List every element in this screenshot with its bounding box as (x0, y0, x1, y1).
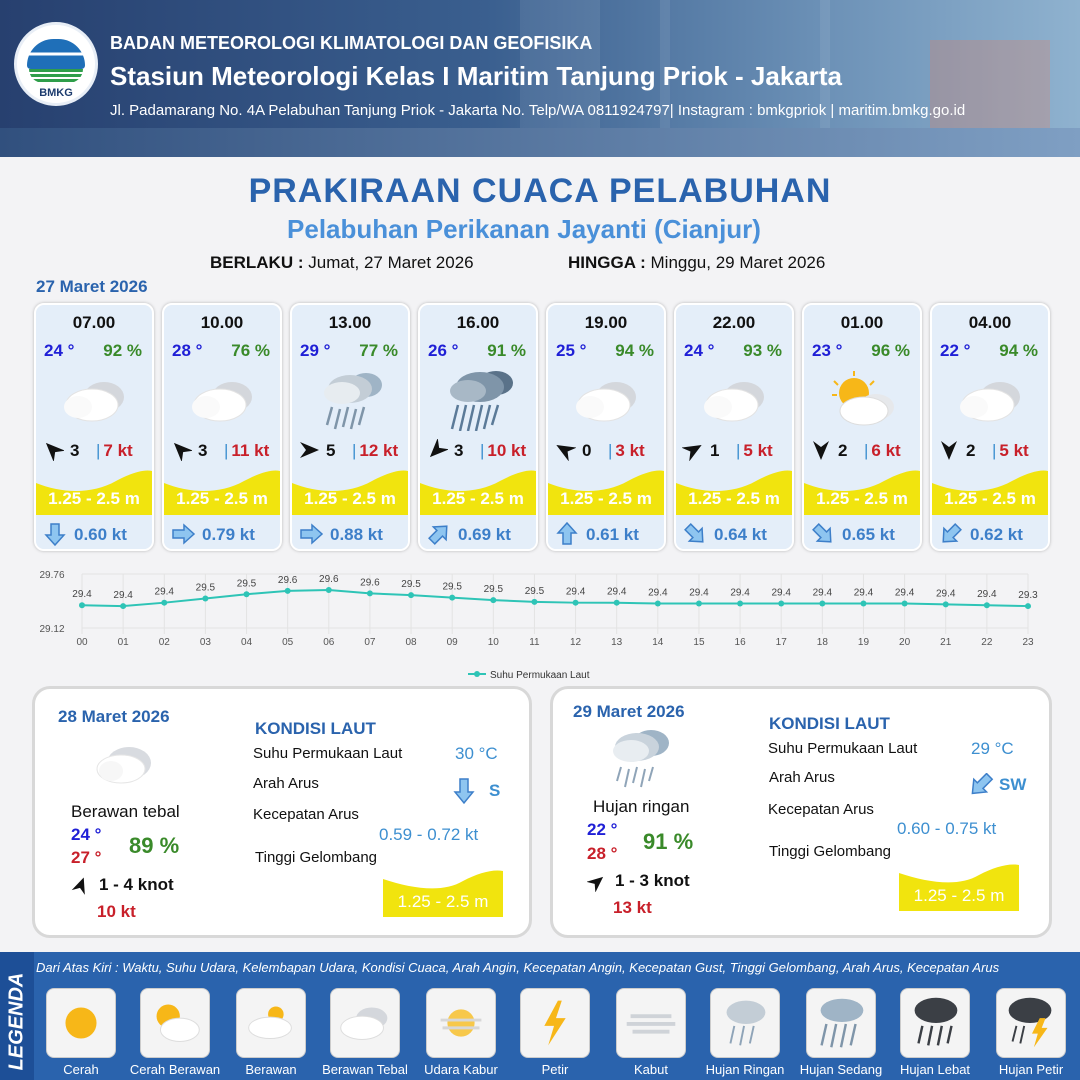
forecast-card (930, 303, 1050, 551)
chart-data-point (449, 595, 455, 601)
day2-panel (32, 686, 532, 938)
day2-wave: 1.25 - 2.5 m (397, 892, 489, 911)
chart-data-label: 29.4 (771, 587, 791, 599)
day2-wave-label: Tinggi Gelombang (255, 849, 378, 866)
udara-kabur-icon (427, 989, 495, 1057)
legend-icon-berawan-tebal (330, 988, 400, 1058)
legend-label: Cerah (63, 1062, 99, 1077)
chart-data-point (943, 601, 949, 607)
chart-xtick-label: 21 (940, 637, 952, 648)
card-wave-height: 1.25 - 2.5 m (944, 489, 1036, 508)
berawan-tebal-icon (694, 367, 776, 431)
chart-data-label: 29.5 (236, 578, 257, 590)
cerah-icon (47, 989, 115, 1057)
chart-data-point (778, 601, 784, 607)
legend-icon-hujan-ringan (710, 988, 780, 1058)
card-wind-speed: 0 (582, 441, 592, 460)
chart-xtick-label: 06 (323, 637, 335, 648)
chart-data-point (202, 595, 208, 601)
berawan-icon (237, 989, 305, 1057)
card-time: 04.00 (968, 313, 1012, 332)
wind-direction-icon (426, 439, 448, 461)
legend-side (0, 952, 34, 1080)
card-gust (992, 441, 1032, 461)
card-wave-height: 1.25 - 2.5 m (560, 489, 652, 508)
chart-xtick-label: 07 (364, 637, 376, 648)
day3-temp-min: 22 ° (587, 820, 618, 839)
chart-data-point (367, 590, 373, 596)
card-current (932, 515, 1048, 551)
legend-label: Berawan Tebal (322, 1062, 408, 1077)
current-direction-icon (170, 521, 196, 547)
card-current (36, 515, 152, 551)
card-current (804, 515, 920, 551)
current-direction-icon (426, 521, 452, 547)
card-wave-height: 1.25 - 2.5 m (816, 489, 908, 508)
day3-wave-label: Tinggi Gelombang (769, 843, 892, 860)
card-gust-value: 5 kt (743, 441, 773, 460)
chart-data-label: 29.4 (812, 587, 833, 599)
wind-direction-icon (71, 875, 91, 895)
station-address: Jl. Padamarang No. 4A Pelabuhan Tanjung Priok - Jakarta No. Telp/WA 0811924797| Instagram : bmkgpriok | maritim.bmkg.go.id (110, 102, 966, 119)
kabut-icon (617, 989, 685, 1057)
wind-direction-icon (554, 439, 576, 461)
day2-date: 28 Maret 2026 (58, 707, 170, 726)
day2-sst-label: Suhu Permukaan Laut (253, 745, 403, 762)
chart-xtick-label: 15 (693, 637, 705, 648)
gust-separator: | (864, 441, 869, 460)
card-gust-value: 6 kt (871, 441, 901, 460)
card-temperature: 22 ° (940, 341, 971, 360)
card-current-speed: 0.88 kt (330, 525, 383, 544)
legend-icon-hujan-sedang (806, 988, 876, 1058)
chart-data-label: 29.6 (319, 574, 339, 586)
card-temperature: 24 ° (684, 341, 715, 360)
chart-data-label: 29.4 (154, 586, 174, 598)
forecast-card (418, 303, 538, 551)
chart-xtick-label: 14 (652, 637, 664, 648)
chart-data-label: 29.4 (648, 587, 668, 599)
chart-xtick-label: 22 (981, 637, 993, 648)
chart-data-label: 29.5 (195, 582, 216, 594)
valid-to-label: HINGGA : (568, 253, 646, 272)
card-current-speed: 0.69 kt (458, 525, 511, 544)
card-gust (608, 441, 648, 461)
wind-direction-icon (682, 439, 704, 461)
chart-data-point (737, 601, 743, 607)
gust-separator: | (736, 441, 741, 460)
card-wave-height: 1.25 - 2.5 m (432, 489, 524, 508)
chart-xtick-label: 08 (405, 637, 417, 648)
chart-data-point (244, 591, 250, 597)
current-direction-icon (810, 521, 836, 547)
chart-xtick-label: 10 (487, 637, 499, 648)
day2-cur-dir-label: Arah Arus (253, 775, 319, 792)
forecast-card (290, 303, 410, 551)
valid-to (568, 253, 825, 273)
chart-xtick-label: 01 (117, 637, 129, 648)
day2-sea-title: KONDISI LAUT (255, 719, 376, 738)
legend-label: Kabut (634, 1062, 668, 1077)
chart-data-point (614, 600, 620, 606)
page-title: PRAKIRAAN CUACA PELABUHAN (248, 172, 832, 210)
legend-icon-hujan-lebat (900, 988, 970, 1058)
wind-direction-icon (42, 439, 64, 461)
logo-green-icon (29, 69, 83, 83)
chart-xtick-label: 23 (1022, 637, 1034, 648)
card-gust-value: 10 kt (487, 441, 527, 460)
forecast-card (674, 303, 794, 551)
chart-data-point (696, 601, 702, 607)
chart-data-label: 29.4 (977, 589, 997, 601)
day3-gust: 13 kt (613, 898, 652, 917)
chart-ytick-label: 29.12 (39, 624, 65, 635)
chart-data-label: 29.4 (113, 590, 133, 602)
logo-arc-icon (27, 39, 85, 69)
chart-data-point (490, 597, 496, 603)
card-current-speed: 0.79 kt (202, 525, 255, 544)
chart-data-point (902, 601, 908, 607)
chart-data-point (161, 600, 167, 606)
card-temperature: 29 ° (300, 341, 331, 360)
card-current-speed: 0.62 kt (970, 525, 1023, 544)
chart-data-label: 29.5 (442, 581, 462, 593)
legend-label: Udara Kabur (424, 1062, 498, 1077)
chart-xtick-label: 18 (816, 637, 828, 648)
legend-icon-kabut (616, 988, 686, 1058)
card-current-speed: 0.61 kt (586, 525, 639, 544)
card-humidity: 94 % (999, 341, 1038, 360)
card-humidity: 91 % (487, 341, 526, 360)
day2-sst: 30 °C (455, 744, 498, 763)
legend-label: Hujan Ringan (705, 1062, 785, 1077)
wind-direction-icon (938, 439, 960, 461)
card-current (164, 515, 280, 551)
chart-data-label: 29.4 (894, 587, 915, 599)
wind-direction-icon (810, 439, 832, 461)
card-time: 19.00 (584, 313, 628, 332)
current-direction-icon (682, 521, 708, 547)
chart-data-point (120, 603, 126, 609)
gust-separator: | (224, 441, 229, 460)
card-wind-speed: 3 (70, 441, 80, 460)
day2-humidity: 89 % (129, 833, 180, 858)
day2-cur-spd: 0.59 - 0.72 kt (379, 825, 479, 844)
chart-data-label: 29.5 (524, 585, 545, 597)
chart-xtick-label: 20 (899, 637, 911, 648)
hujan-petir-icon (997, 989, 1065, 1057)
chart-xtick-label: 19 (857, 637, 870, 648)
cerah-berawan-icon (141, 989, 209, 1057)
chart-xtick-label: 11 (529, 637, 540, 648)
hujan-lebat-icon (901, 989, 969, 1057)
legend-title: LEGENDA (5, 972, 28, 1071)
day3-condition: Hujan ringan (593, 797, 690, 816)
card-temperature: 25 ° (556, 341, 587, 360)
card-gust-value: 12 kt (359, 441, 399, 460)
legend-icon-petir (520, 988, 590, 1058)
chart-data-label: 29.4 (565, 586, 586, 598)
wind-direction-icon (587, 872, 607, 892)
card-gust (736, 441, 776, 461)
card-current-speed: 0.60 kt (74, 525, 127, 544)
day2-temp-max: 27 ° (71, 848, 102, 867)
chart-xtick-label: 12 (570, 637, 582, 648)
chart-xtick-label: 16 (734, 637, 746, 648)
chart-xtick-label: 04 (240, 637, 253, 648)
chart-data-point (819, 601, 825, 607)
berawan-tebal-icon (566, 367, 648, 431)
card-gust (96, 441, 136, 461)
current-direction-icon (554, 521, 580, 547)
card-time: 10.00 (200, 313, 244, 332)
card-wind-speed: 3 (454, 441, 464, 460)
arrow-down-icon (453, 777, 475, 805)
chart-xtick-label: 17 (775, 637, 787, 648)
chart-legend-label: Suhu Permukaan Laut (490, 670, 590, 681)
card-wave-height: 1.25 - 2.5 m (688, 489, 780, 508)
card-wind-speed: 1 (710, 441, 720, 460)
card-humidity: 92 % (103, 341, 142, 360)
card-wind-speed: 2 (838, 441, 848, 460)
legend-icon-cerah (46, 988, 116, 1058)
card-humidity: 76 % (231, 341, 270, 360)
card-current (292, 515, 408, 551)
day3-temp-max: 28 ° (587, 844, 618, 863)
page-subtitle: Pelabuhan Perikanan Jayanti (Cianjur) (287, 214, 761, 244)
day3-panel (550, 686, 1052, 938)
legend-label: Hujan Petir (998, 1062, 1064, 1077)
card-gust-value: 11 kt (231, 441, 270, 460)
legend-icon-berawan (236, 988, 306, 1058)
legend-icon-hujan-petir (996, 988, 1066, 1058)
card-wave-height: 1.25 - 2.5 m (176, 489, 268, 508)
valid-from-value: Jumat, 27 Maret 2026 (308, 253, 474, 272)
day3-sst: 29 °C (971, 739, 1014, 758)
chart-xtick-label: 05 (282, 637, 294, 648)
day3-cur-spd-label: Kecepatan Arus (768, 801, 874, 818)
card-gust-value: 7 kt (103, 441, 133, 460)
card-humidity: 94 % (615, 341, 654, 360)
hujan-ringan-icon (607, 725, 679, 797)
chart-data-point (1025, 603, 1031, 609)
current-direction-icon (938, 521, 964, 547)
forecast-card (162, 303, 282, 551)
chart-data-point (408, 592, 414, 598)
day3-sst-label: Suhu Permukaan Laut (768, 740, 918, 757)
card-temperature: 28 ° (172, 341, 203, 360)
card-gust (864, 441, 904, 461)
valid-from (210, 253, 474, 273)
legend-label: Petir (541, 1062, 569, 1077)
hujan-sedang-icon (807, 989, 875, 1057)
chart-xtick-label: 09 (446, 637, 458, 648)
card-gust-value: 3 kt (615, 441, 645, 460)
berawan-tebal-icon (950, 367, 1032, 431)
legend-icon-udara-kabur (426, 988, 496, 1058)
petir-icon (521, 989, 589, 1057)
wind-direction-icon (298, 439, 320, 461)
chart-data-label: 29.3 (1018, 590, 1038, 602)
chart-data-point (984, 602, 990, 608)
card-humidity: 96 % (871, 341, 910, 360)
forecast-card (546, 303, 666, 551)
berawan-tebal-icon (331, 989, 399, 1057)
chart-data-label: 29.6 (277, 574, 298, 586)
day1-date: 27 Maret 2026 (36, 277, 148, 296)
chart-xtick-label: 02 (158, 637, 170, 648)
chart-xtick-label: 03 (199, 637, 211, 648)
chart-data-label: 29.4 (936, 588, 956, 600)
chart-data-label: 29.6 (360, 577, 380, 589)
legend-label: Hujan Lebat (899, 1062, 971, 1077)
card-temperature: 26 ° (428, 341, 459, 360)
wind-direction-icon (170, 439, 192, 461)
day2-temp-min: 24 ° (71, 825, 102, 844)
day2-wind: 1 - 4 knot (99, 875, 174, 894)
chart-data-label: 29.4 (730, 587, 750, 599)
card-current-speed: 0.64 kt (714, 525, 767, 544)
card-time: 13.00 (328, 313, 372, 332)
card-time: 22.00 (712, 313, 756, 332)
hujan-ringan-icon (711, 989, 779, 1057)
legend-label: Cerah Berawan (129, 1062, 221, 1077)
current-direction-icon (42, 521, 68, 547)
valid-from-label: BERLAKU : (210, 253, 304, 272)
day3-date: 29 Maret 2026 (573, 702, 685, 721)
gust-separator: | (96, 441, 101, 460)
chart-ytick-label: 29.76 (39, 570, 65, 581)
gust-separator: | (352, 441, 357, 460)
valid-to-value: Minggu, 29 Maret 2026 (650, 253, 826, 272)
chart-data-point (860, 601, 866, 607)
legend-label: Berawan (245, 1062, 297, 1077)
card-humidity: 77 % (359, 341, 398, 360)
chart-legend-marker (474, 671, 480, 677)
forecast-card (802, 303, 922, 551)
forecast-card (34, 303, 154, 551)
chart-data-point (655, 601, 661, 607)
card-gust (224, 441, 272, 461)
day2-condition: Berawan tebal (71, 802, 180, 821)
hujan-lebat-icon (438, 367, 520, 431)
chart-data-label: 29.4 (606, 586, 627, 598)
day3-sea-title: KONDISI LAUT (769, 714, 890, 733)
legend-description: Dari Atas Kiri : Waktu, Suhu Udara, Kelembapan Udara, Kondisi Cuaca, Arah Angin, Kecepatan Angin, Kecepatan Gust, Tinggi Gelombang, Arah Arus, Kecepatan Arus (36, 960, 1000, 975)
chart-data-point (79, 602, 85, 608)
card-wind-speed: 2 (966, 441, 976, 460)
chart-data-label: 29.4 (689, 587, 709, 599)
bmkg-logo (14, 22, 98, 106)
card-time: 16.00 (456, 313, 500, 332)
chart-xtick-label: 13 (611, 637, 623, 648)
gust-separator: | (480, 441, 485, 460)
card-temperature: 24 ° (44, 341, 75, 360)
card-wave-height: 1.25 - 2.5 m (48, 489, 140, 508)
day3-cur-dir-label: Arah Arus (769, 769, 835, 786)
day2-cur-spd-label: Kecepatan Arus (253, 806, 359, 823)
card-wave-height: 1.25 - 2.5 m (304, 489, 396, 508)
card-gust (480, 441, 529, 461)
sst-line-chart (30, 562, 1050, 687)
station-name: Stasiun Meteorologi Kelas I Maritim Tanjung Priok - Jakarta (110, 61, 843, 91)
logo-text: BMKG (39, 87, 73, 99)
day2-cur-dir: S (489, 781, 501, 800)
chart-data-label: 29.4 (72, 589, 92, 601)
day3-humidity: 91 % (643, 829, 694, 854)
berawan-tebal-icon (54, 367, 136, 431)
card-time: 01.00 (840, 313, 884, 332)
chart-data-point (573, 600, 579, 606)
legend-label: Hujan Sedang (799, 1062, 883, 1077)
current-direction-icon (298, 521, 324, 547)
card-current (548, 515, 664, 551)
chart-data-label: 29.5 (401, 579, 421, 591)
chart-data-point (326, 587, 332, 593)
chart-xtick-label: 00 (76, 637, 88, 648)
card-temperature: 23 ° (812, 341, 843, 360)
card-current-speed: 0.65 kt (842, 525, 895, 544)
card-time: 07.00 (72, 313, 116, 332)
day3-cur-spd: 0.60 - 0.75 kt (897, 819, 997, 838)
card-gust-value: 5 kt (999, 441, 1029, 460)
day3-wave: 1.25 - 2.5 m (913, 886, 1005, 905)
legend-icon-cerah-berawan (140, 988, 210, 1058)
berawan-tebal-icon (182, 367, 264, 431)
card-humidity: 93 % (743, 341, 782, 360)
card-gust (352, 441, 401, 461)
card-wind-speed: 5 (326, 441, 336, 460)
chart-data-label: 29.4 (853, 587, 874, 599)
chart-data-point (285, 588, 291, 594)
card-current (420, 515, 536, 551)
gust-separator: | (608, 441, 613, 460)
day3-cur-dir: SW (999, 775, 1027, 794)
arrow-down-left-icon (969, 773, 997, 801)
gust-separator: | (992, 441, 997, 460)
chart-data-point (531, 599, 537, 605)
berawan-tebal-icon (91, 739, 161, 789)
card-current (676, 515, 792, 551)
banner-floor (0, 128, 1080, 157)
chart-data-label: 29.5 (483, 584, 504, 596)
day2-gust: 10 kt (97, 902, 136, 921)
org-name: BADAN METEOROLOGI KLIMATOLOGI DAN GEOFISIKA (110, 33, 593, 53)
cerah-berawan-icon (822, 367, 904, 431)
day3-wind: 1 - 3 knot (615, 871, 690, 890)
hujan-sedang-icon (310, 367, 392, 431)
card-wind-speed: 3 (198, 441, 208, 460)
